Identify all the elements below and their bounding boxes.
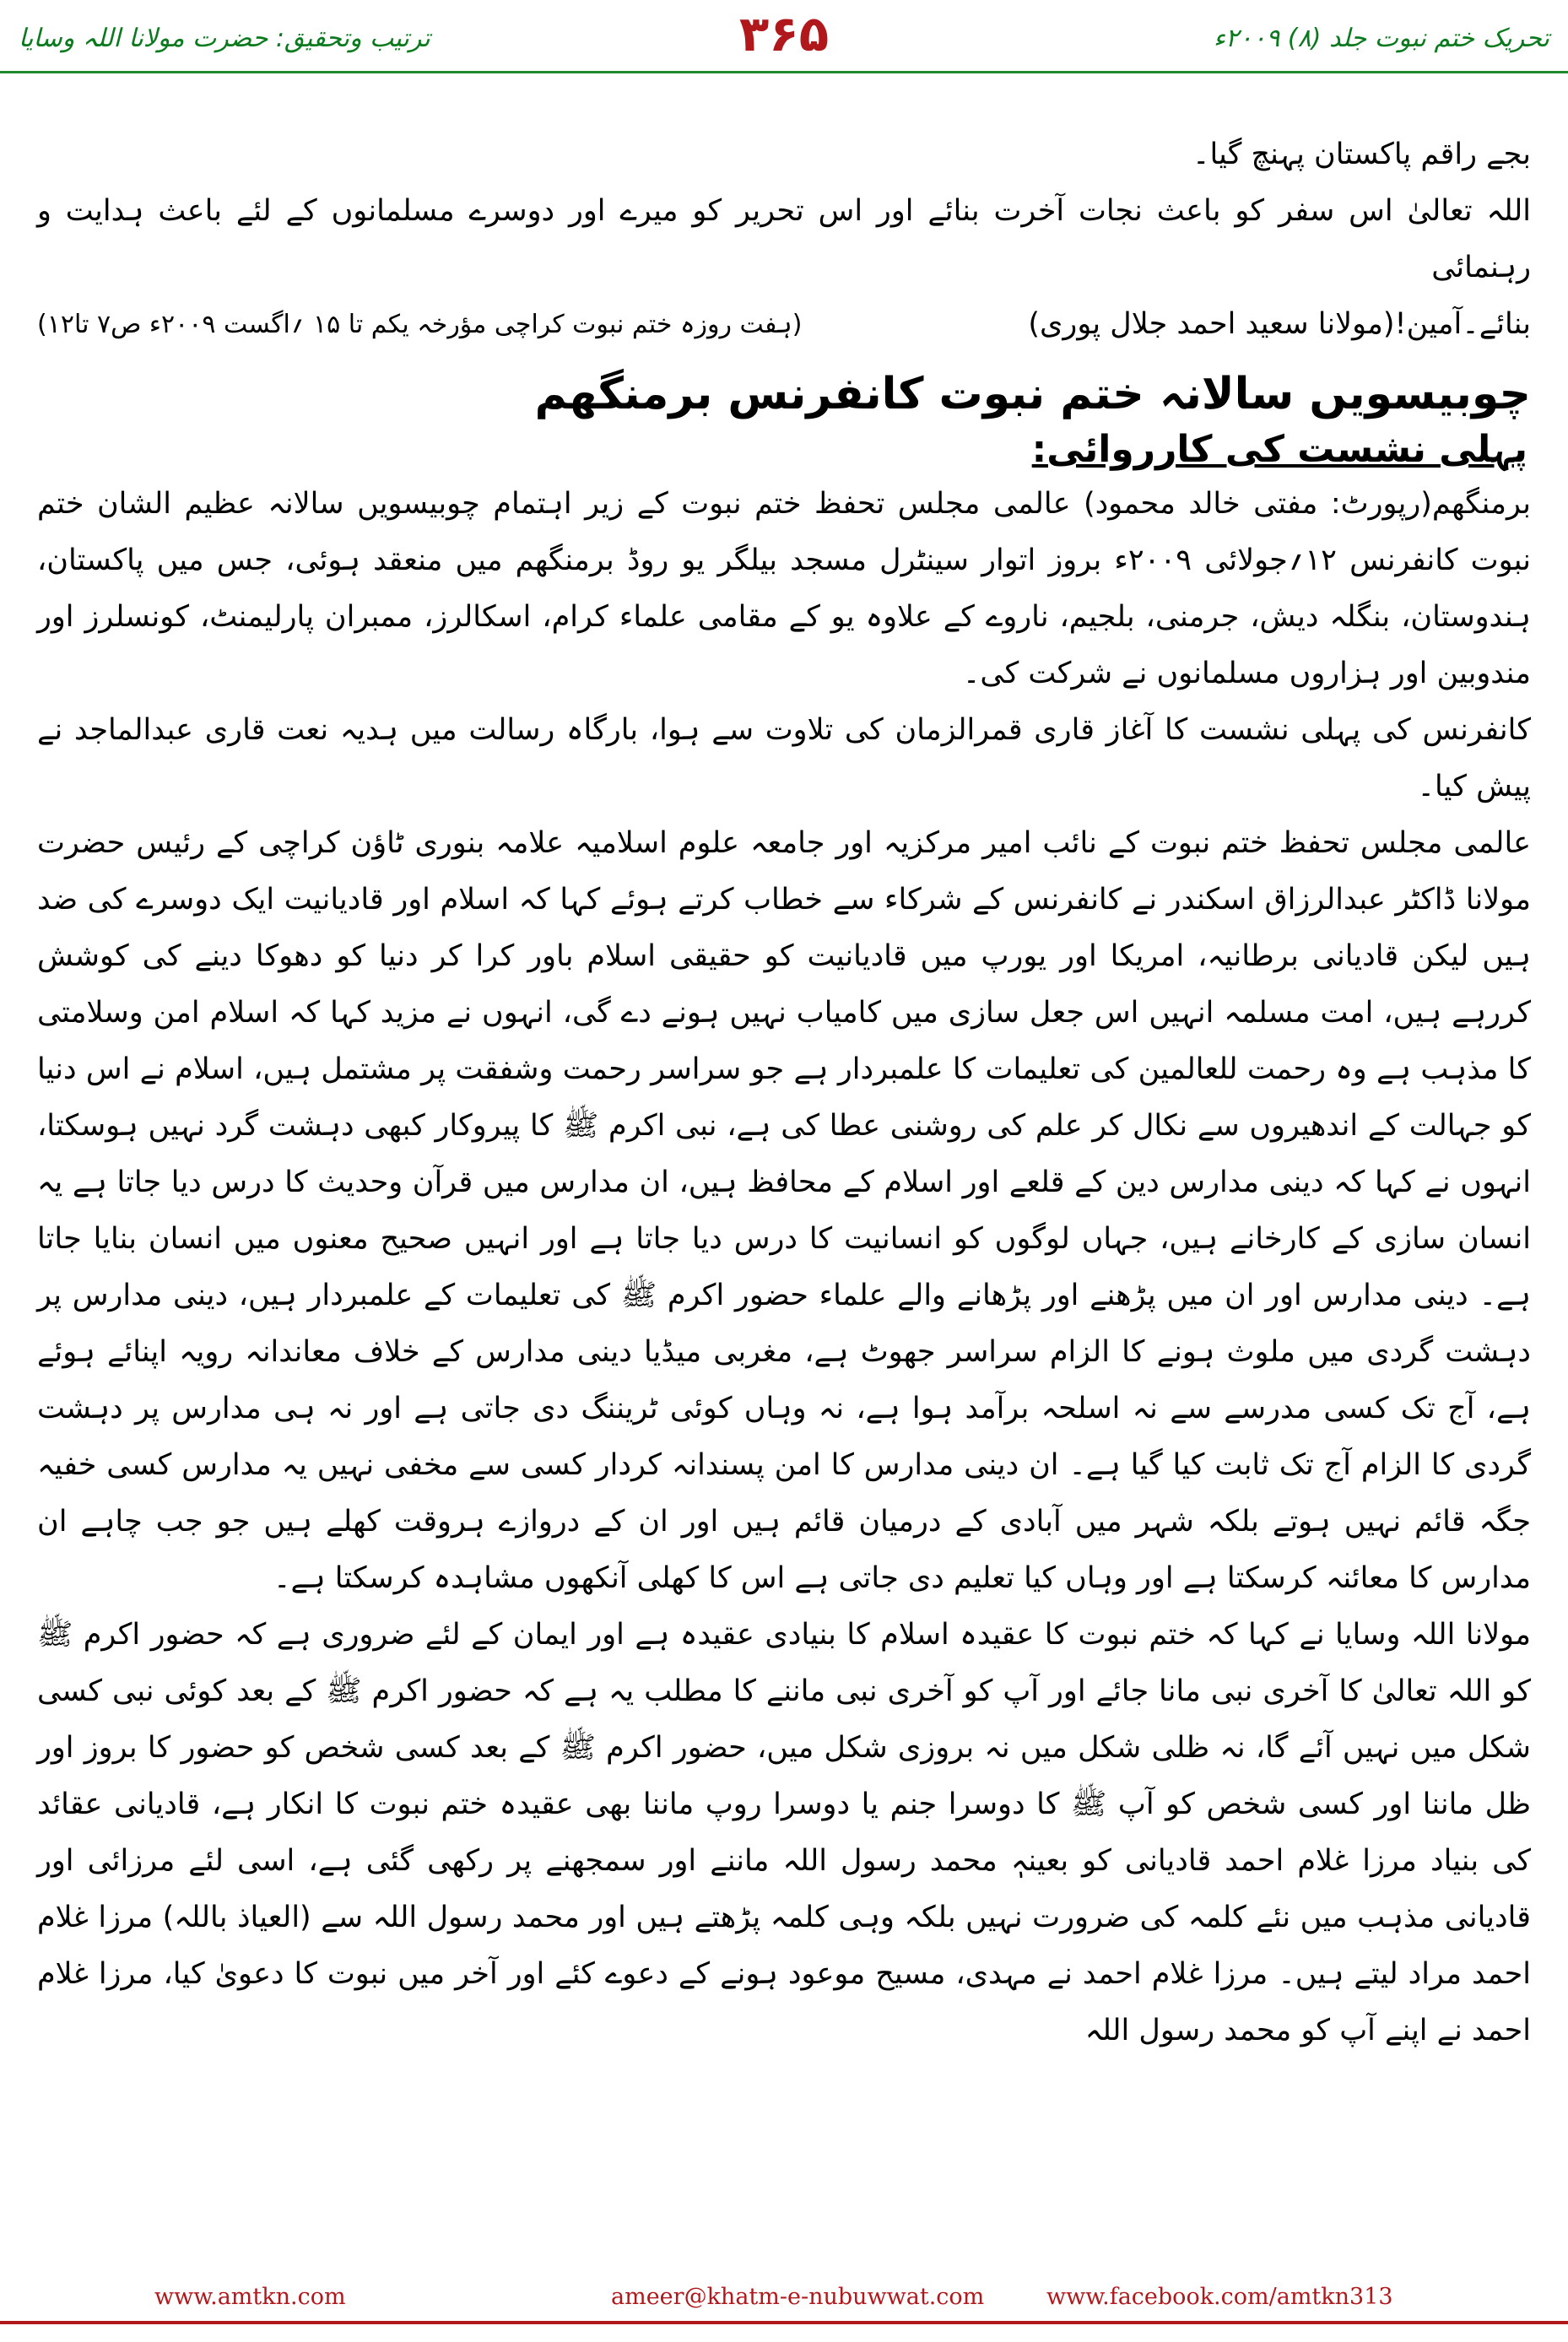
email-link[interactable]: ameer@khatm-e-nubuwwat.com (611, 2284, 985, 2310)
paragraph-report: برمنگھم(رپورٹ: مفتی خالد محمود) عالمی مجلس تحفظ ختم نبوت کے زیر اہتمام چوبیسویں سالانہ عظیم الشان ختم نبوت کانفرنس ۱۲؍جولائی ۲۰۰۹ء بروز اتوار سینٹرل مسجد بیلگر یو روڈ برمنگھم میں منعقد ہوئی، جس میں پاکستان، ہندوستان، بنگلہ دیش، جرمنی، بلجیم، ناروے کے علاوہ یو کے مقامی علماء کرام، اسکالرز، ممبران پارلیمنٹ، کونسلرز اور مندوبین اور ہزاروں مسلمانوں نے شرکت کی۔ (37, 487, 1531, 690)
facebook-link[interactable]: www.facebook.com/amtkn313 (1046, 2284, 1393, 2310)
header-divider (0, 71, 1568, 73)
attribution-author: بنائے۔آمین!(مولانا سعید احمد جلال پوری) (1028, 307, 1531, 341)
paragraph-speech-wasaya: مولانا اللہ وسایا نے کہا کہ ختم نبوت کا عقیدہ اسلام کا بنیادی عقیدہ ہے اور ایمان کے لئے ضروری ہے کہ حضور اکرم ﷺ کو اللہ تعالیٰ کا آخری نبی مانا جائے اور آپ کو آخری نبی ماننے کا مطلب یہ ہے کہ حضور اکرم ﷺ کے بعد کوئی نبی کسی شکل میں نہیں آئے گا، نہ ظلی شکل میں نہ بروزی شکل میں، حضور اکرم ﷺ کے بعد کسی شخص کو حضور کا بروز اور ظل ماننا اور کسی شخص کو آپ ﷺ کا دوسرا جنم یا دوسرا روپ ماننا بھی عقیدہ ختم نبوت کا انکار ہے، قادیانی عقائد کی بنیاد مرزا غلام احمد قادیانی کو بعینہٖ محمد رسول اللہ ماننے اور سمجھنے پر رکھی گئی ہے، اسی لئے مرزائی اور قادیانی مذہب میں نئے کلمہ کی ضرورت نہیں بلکہ وہی کلمہ پڑھتے ہیں اور محمد رسول اللہ سے (العیاذ باللہ) مرزا غلام احمد مراد لیتے ہیں۔ مرزا غلام احمد نے مہدی، مسیح موعود ہونے کے دعوے کئے اور آخر میں نبوت کا دعویٰ کیا، مرزا غلام احمد نے اپنے آپ کو محمد رسول اللہ (37, 1618, 1531, 2047)
paragraph-prayer: اللہ تعالیٰ اس سفر کو باعث نجات آخرت بنائے اور اس تحریر کو میرے اور دوسرے مسلمانوں کے لئے باعث ہدایت و رہنمائی (37, 194, 1531, 284)
website-link[interactable]: www.amtkn.com (154, 2284, 346, 2310)
attribution-line (37, 296, 1531, 353)
section-heading: چوبیسویں سالانہ ختم نبوت کانفرنس برمنگھم (534, 369, 1531, 419)
book-title: تحریک ختم نبوت جلد (۸) ۲۰۰۹ء (1213, 24, 1549, 53)
page-header (0, 0, 1568, 76)
paragraph-arrival: بجے راقم پاکستان پہنچ گیا۔ (1192, 138, 1531, 171)
attribution-source: (ہفت روزہ ختم نبوت کراچی مؤرخہ یکم تا ۱۵ ؍اگست ۲۰۰۹ء ص۷ تا۱۲) (37, 310, 803, 339)
footer-divider (0, 2321, 1568, 2324)
page-body (37, 127, 1531, 2059)
page-footer (0, 2284, 1568, 2318)
page-number: ۳۶۵ (738, 5, 830, 62)
section-subheading: پہلی نشست کی کارروائی: (1031, 428, 1527, 471)
compiler-credit: ترتیب وتحقیق: حضرت مولانا اللہ وسایا (19, 24, 430, 53)
paragraph-speech-iskandar: عالمی مجلس تحفظ ختم نبوت کے نائب امیر مرکزیہ اور جامعہ علوم اسلامیہ علامہ بنوری ٹاؤن کراچی کے رئیس حضرت مولانا ڈاکٹر عبدالرزاق اسکندر نے کانفرنس کے شرکاء سے خطاب کرتے ہوئے کہا کہ اسلام اور قادیانیت ایک دوسرے کی ضد ہیں لیکن قادیانی برطانیہ، امریکا اور یورپ میں قادیانیت کو حقیقی اسلام باور کرا کر دنیا کو دھوکا دینے کی کوشش کررہے ہیں، امت مسلمہ انہیں اس جعل سازی میں کامیاب نہیں ہونے دے گی، انہوں نے مزید کہا کہ اسلام امن وسلامتی کا مذہب ہے وہ رحمت للعالمین کی تعلیمات کا علمبردار ہے جو سراسر رحمت وشفقت پر مشتمل ہیں، اسلام نے اس دنیا کو جہالت کے اندھیروں سے نکال کر علم کی روشنی عطا کی ہے، نبی اکرم ﷺ کا پیروکار کبھی دہشت گرد نہیں ہوسکتا، انہوں نے کہا کہ دینی مدارس دین کے قلعے اور اسلام کے محافظ ہیں، ان مدارس میں قرآن وحدیث کا درس دیا جاتا ہے یہ انسان سازی کے کارخانے ہیں، جہاں لوگوں کو انسانیت کا درس دیا جاتا ہے اور انہیں صحیح معنوں میں انسان بنایا جاتا ہے۔ دینی مدارس اور ان میں پڑھنے اور پڑھانے والے علماء حضور اکرم ﷺ کی تعلیمات کے علمبردار ہیں، دینی مدارس پر دہشت گردی میں ملوث ہونے کا الزام سراسر جھوٹ ہے، مغربی میڈیا دینی مدارس کے خلاف معاندانہ رویہ اپنائے ہوئے ہے، آج تک کسی مدرسے سے نہ اسلحہ برآمد ہوا ہے، نہ وہاں کوئی ٹریننگ دی جاتی ہے اور نہ ہی مدارس پر دہشت گردی کا الزام آج تک ثابت کیا گیا ہے۔ ان دینی مدارس کا امن پسندانہ کردار کسی سے مخفی نہیں یہ مدارس کسی خفیہ جگہ قائم نہیں ہوتے بلکہ شہر میں آبادی کے درمیان قائم ہیں اور ان کے دروازے ہروقت کھلے ہیں جو جب چاہے ان مدارس کا معائنہ کرسکتا ہے اور وہاں کیا تعلیم دی جاتی ہے اس کا کھلی آنکھوں مشاہدہ کرسکتا ہے۔ (37, 826, 1531, 1595)
paragraph-opening: کانفرنس کی پہلی نشست کا آغاز قاری قمرالزمان کی تلاوت سے ہوا، بارگاہ رسالت میں ہدیہ نعت قاری عبدالماجد نے پیش کیا۔ (37, 713, 1531, 803)
